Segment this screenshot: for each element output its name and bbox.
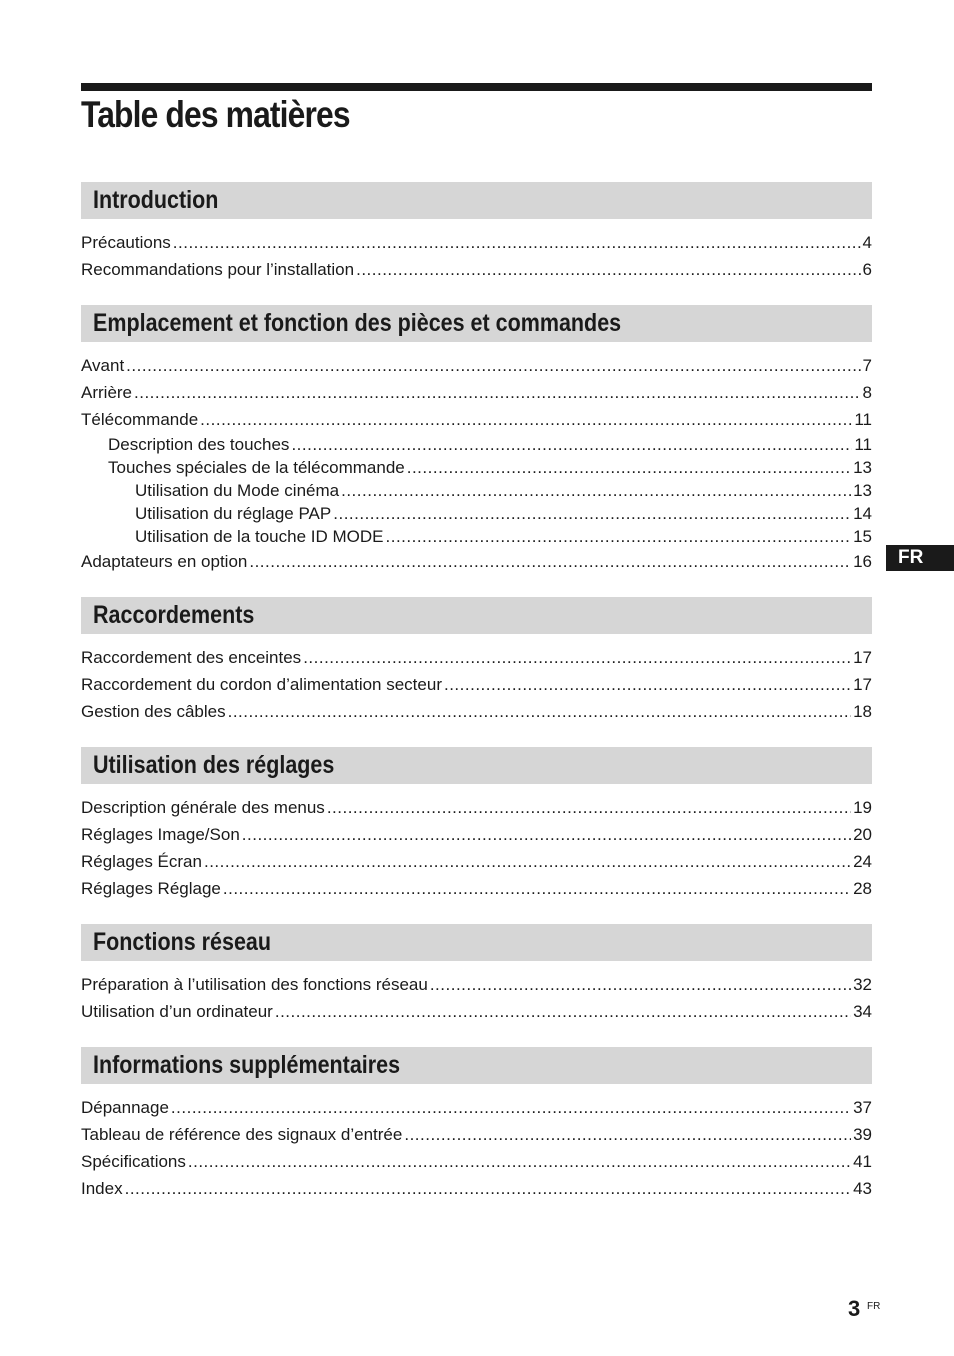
section-reglages <box>81 747 872 902</box>
section-header <box>81 597 872 634</box>
section-raccordements <box>81 597 872 725</box>
toc-subentry[interactable] <box>81 456 872 479</box>
toc-subsubentry[interactable] <box>81 525 872 548</box>
toc-entry[interactable] <box>81 998 872 1025</box>
toc-entry-page: 18 <box>853 702 872 721</box>
dot-leader <box>356 256 860 283</box>
toc-entry-label: Adaptateurs en option <box>81 552 248 571</box>
section-title: Informations supplémentaires <box>93 1051 401 1079</box>
toc-entry-label: Description des touches <box>108 435 290 454</box>
section-emplacement <box>81 305 872 575</box>
toc-entry-page: 15 <box>853 527 872 546</box>
dot-leader <box>333 502 851 525</box>
toc-entry-page: 43 <box>853 1179 872 1198</box>
toc-entry[interactable] <box>81 1148 872 1175</box>
dot-leader <box>134 379 861 406</box>
section-title: Fonctions réseau <box>93 928 272 956</box>
section-title: Introduction <box>93 186 219 214</box>
toc-entry-page: 24 <box>853 852 872 871</box>
toc-entry-label: Tableau de référence des signaux d’entrée <box>81 1125 403 1144</box>
toc-entry-page: 19 <box>853 798 872 817</box>
toc-entry-label: Raccordement des enceintes <box>81 648 302 667</box>
toc-entry-label: Description générale des menus <box>81 798 325 817</box>
toc-entry-label: Recommandations pour l’installation <box>81 260 355 279</box>
dot-leader <box>249 548 851 575</box>
toc-entry[interactable] <box>81 256 872 283</box>
section-title: Raccordements <box>93 601 255 629</box>
page-title: Table des matières <box>81 94 350 135</box>
toc-entry-page: 11 <box>854 435 872 454</box>
title-rule <box>81 83 872 91</box>
dot-leader <box>275 998 851 1025</box>
toc-subsubentry[interactable] <box>81 479 872 502</box>
toc-entry[interactable] <box>81 379 872 406</box>
toc-entry-page: 6 <box>862 260 872 279</box>
dot-leader <box>404 1121 851 1148</box>
dot-leader <box>200 406 852 433</box>
toc-entry-page: 13 <box>853 481 872 500</box>
toc-entry-label: Utilisation de la touche ID MODE <box>135 527 384 546</box>
toc-entry-page: 17 <box>853 648 872 667</box>
toc-entry-label: Télécommande <box>81 410 199 429</box>
toc-entry[interactable] <box>81 698 872 725</box>
toc-entry-page: 4 <box>862 233 872 252</box>
toc-subsubentry[interactable] <box>81 502 872 525</box>
dot-leader <box>341 479 851 502</box>
toc-entry-page: 20 <box>853 825 872 844</box>
section-informations <box>81 1047 872 1202</box>
toc-entry-page: 16 <box>853 552 872 571</box>
toc-entry-label: Précautions <box>81 233 171 252</box>
toc-entry-page: 34 <box>853 1002 872 1021</box>
toc-entry-page: 28 <box>853 879 872 898</box>
dot-leader <box>228 698 851 725</box>
section-introduction <box>81 182 872 283</box>
section-title: Utilisation des réglages <box>93 751 335 779</box>
dot-leader <box>126 352 860 379</box>
toc-entry-label: Avant <box>81 356 125 375</box>
toc-entry[interactable] <box>81 1094 872 1121</box>
section-reseau <box>81 924 872 1025</box>
page-language-code: FR <box>867 1301 881 1312</box>
toc-entry[interactable] <box>81 1175 872 1202</box>
dot-leader <box>291 433 852 456</box>
toc-entry-label: Préparation à l’utilisation des fonctions réseau <box>81 975 428 994</box>
toc-entry-label: Index <box>81 1179 123 1198</box>
toc-entry[interactable] <box>81 671 872 698</box>
toc-entry[interactable] <box>81 229 872 256</box>
toc-subentry[interactable] <box>81 433 872 456</box>
section-header <box>81 305 872 342</box>
toc-entry[interactable] <box>81 1121 872 1148</box>
toc-entry-label: Réglages Image/Son <box>81 825 240 844</box>
toc-entry-page: 11 <box>854 410 872 429</box>
section-header <box>81 747 872 784</box>
toc-entry[interactable] <box>81 406 872 433</box>
toc-entry-label: Touches spéciales de la télécommande <box>108 458 405 477</box>
dot-leader <box>303 644 851 671</box>
toc-entry-label: Utilisation du réglage PAP <box>135 504 332 523</box>
toc-entry-page: 14 <box>853 504 872 523</box>
toc-entry-label: Réglages Écran <box>81 852 202 871</box>
toc-entry[interactable] <box>81 644 872 671</box>
dot-leader <box>407 456 851 479</box>
toc-entry[interactable] <box>81 821 872 848</box>
dot-leader <box>223 875 851 902</box>
section-header <box>81 924 872 961</box>
dot-leader <box>327 794 851 821</box>
toc-entry-page: 13 <box>853 458 872 477</box>
toc-entry-label: Dépannage <box>81 1098 169 1117</box>
toc-entry[interactable] <box>81 352 872 379</box>
toc-entry-page: 32 <box>853 975 872 994</box>
toc-entry-page: 39 <box>853 1125 872 1144</box>
toc-entry-label: Spécifications <box>81 1152 186 1171</box>
dot-leader <box>204 848 851 875</box>
toc-entry[interactable] <box>81 548 872 575</box>
toc-entry-page: 17 <box>853 675 872 694</box>
toc-entry[interactable] <box>81 848 872 875</box>
dot-leader <box>171 1094 851 1121</box>
toc-entry[interactable] <box>81 794 872 821</box>
toc-entry-label: Arrière <box>81 383 133 402</box>
dot-leader <box>444 671 851 698</box>
toc-entry[interactable] <box>81 875 872 902</box>
toc-entry[interactable] <box>81 971 872 998</box>
toc-entry-page: 41 <box>853 1152 872 1171</box>
toc-entry-page: 7 <box>862 356 872 375</box>
toc-entry-page: 8 <box>862 383 872 402</box>
dot-leader <box>188 1148 851 1175</box>
page-number: 3 <box>848 1296 861 1321</box>
dot-leader <box>242 821 851 848</box>
section-header <box>81 1047 872 1084</box>
dot-leader <box>125 1175 851 1202</box>
toc-entry-label: Raccordement du cordon d’alimentation secteur <box>81 675 442 694</box>
dot-leader <box>386 525 852 548</box>
section-header <box>81 182 872 219</box>
language-tab: FR <box>886 545 954 571</box>
toc-entry-label: Utilisation d’un ordinateur <box>81 1002 273 1021</box>
toc-entry-label: Utilisation du Mode cinéma <box>135 481 340 500</box>
toc-entry-label: Gestion des câbles <box>81 702 226 721</box>
dot-leader <box>430 971 851 998</box>
toc-entry-page: 37 <box>853 1098 872 1117</box>
toc-entry-label: Réglages Réglage <box>81 879 221 898</box>
section-title: Emplacement et fonction des pièces et commandes <box>93 309 622 337</box>
dot-leader <box>173 229 861 256</box>
